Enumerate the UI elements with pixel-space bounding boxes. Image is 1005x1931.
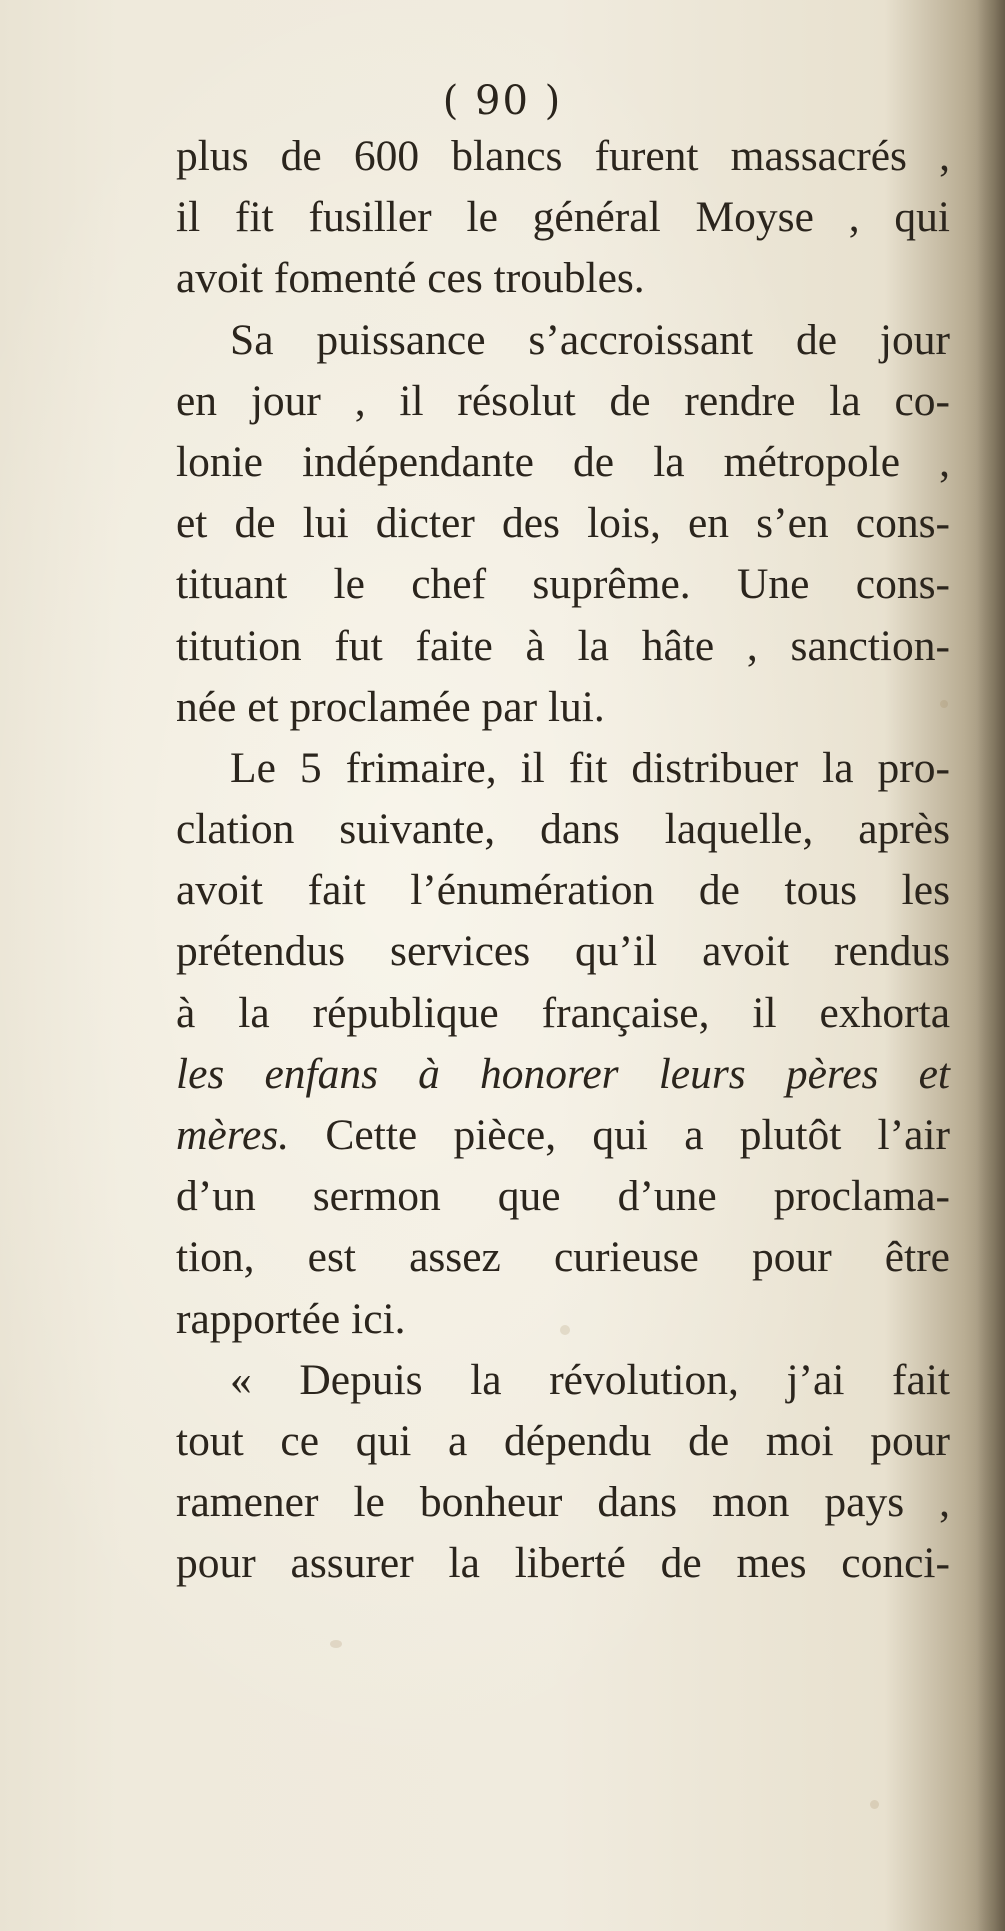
line-text: en jour , il résolut de rendre la co- xyxy=(176,376,950,425)
line-text: tion, est assez curieuse pour être xyxy=(176,1233,950,1282)
text-line xyxy=(176,921,950,982)
line-text: plus de 600 blancs furent massacrés , xyxy=(176,132,950,180)
text-line xyxy=(176,1289,950,1350)
line-text: lonie indépendante de la métropole , xyxy=(176,437,950,486)
line-text: Le 5 frimaire, il fit distribuer la pro- xyxy=(230,743,950,792)
foxing-spot xyxy=(330,1640,342,1648)
line-text: rapportée ici. xyxy=(176,1294,406,1343)
text-line xyxy=(176,1472,950,1533)
text-line xyxy=(176,1411,950,1472)
line-text: clation suivante, dans laquelle, après xyxy=(176,805,950,854)
line-text: ramener le bonheur dans mon pays , xyxy=(176,1478,950,1527)
line-text: et de lui dicter des lois, en s’en cons- xyxy=(176,499,950,548)
page-gutter-shadow xyxy=(977,0,1005,1931)
line-text: avoit fait l’énumération de tous les xyxy=(176,866,950,915)
text-line xyxy=(176,1350,950,1411)
line-text: pour assurer la liberté de mes conci- xyxy=(176,1539,950,1588)
text-line xyxy=(176,799,950,860)
text-line xyxy=(176,554,950,615)
text-line xyxy=(176,371,950,432)
text-line xyxy=(176,616,950,677)
line-text: tout ce qui a dépendu de moi pour xyxy=(176,1416,950,1465)
line-text: prétendus services qu’il avoit rendus xyxy=(176,927,950,976)
line-text: d’un sermon que d’une proclama- xyxy=(176,1172,950,1221)
text-line xyxy=(176,860,950,921)
text-line xyxy=(176,1533,950,1594)
line-text-italic: mères. xyxy=(176,1111,290,1159)
text-line xyxy=(176,983,950,1044)
body-text xyxy=(176,126,950,1595)
text-line xyxy=(176,187,950,248)
line-text: Sa puissance s’accroissant de jour xyxy=(230,315,950,364)
text-line xyxy=(176,1166,950,1227)
line-text: à la république française, il exhorta xyxy=(176,988,950,1037)
text-line xyxy=(176,1227,950,1288)
text-line xyxy=(176,493,950,554)
text-line xyxy=(176,1105,950,1166)
line-text: « Depuis la révolution, j’ai fait xyxy=(230,1355,950,1404)
page-number: ( 90 ) xyxy=(442,78,563,124)
line-text: tituant le chef suprême. Une cons- xyxy=(176,560,950,609)
line-text: Cette pièce, qui a plutôt l’air xyxy=(289,1111,950,1159)
text-line xyxy=(176,738,950,799)
text-line xyxy=(176,432,950,493)
line-text: titution fut faite à la hâte , sanction- xyxy=(176,621,950,670)
line-text: il fit fusiller le général Moyse , qui xyxy=(176,193,950,242)
text-line-italic xyxy=(176,1044,950,1105)
foxing-spot xyxy=(870,1800,879,1809)
text-line xyxy=(176,310,950,371)
line-text: avoit fomenté ces troubles. xyxy=(176,254,645,303)
text-line xyxy=(176,248,950,309)
line-text: née et proclamée par lui. xyxy=(176,682,605,731)
line-text: les enfans à honorer leurs pères et xyxy=(176,1049,950,1098)
text-line xyxy=(176,677,950,738)
text-line xyxy=(176,126,950,187)
